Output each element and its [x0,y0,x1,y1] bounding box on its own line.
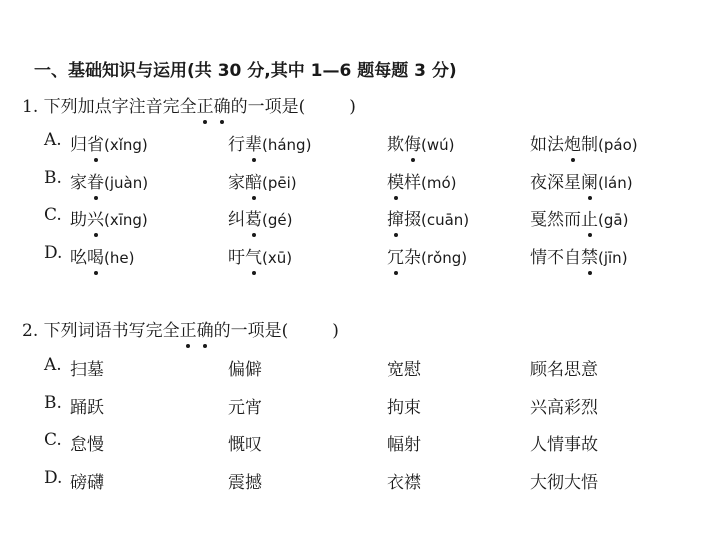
option-label: C. [44,430,62,450]
option-item: 撺掇(cuān) [387,205,469,230]
question-1-option-row [0,243,720,267]
option-item: 纠葛(gé) [228,205,292,230]
option-word: 衣襟 [387,473,421,493]
question-2-option-row [0,468,720,492]
option-item: 夜深星阑(lán) [530,168,633,193]
option-word: 大彻大悟 [530,473,598,493]
question-2-stem-text: 的一项是( [213,321,289,341]
question-1-option-row [0,168,720,192]
question-2-stem-text: 2. 下列词语书写完全 [22,321,180,341]
option-word: 兴高彩烈 [530,398,598,418]
option-item: 吆喝(he) [70,243,134,268]
option-item: 模样(mó) [387,168,457,193]
question-1-stem-text: 1. 下列加点字注音完全 [22,97,197,117]
question-2-option-row [0,393,720,417]
option-item: 行辈(háng) [228,130,311,155]
question-1-stem-dotted-char: 确 [214,92,231,117]
option-item: 家眷(juàn) [70,168,148,193]
question-2-stem-dotted-char: 确 [197,316,214,341]
option-item: 归省(xǐng) [70,130,148,155]
question-2-option-row [0,355,720,379]
option-item: 助兴(xīng) [70,205,148,230]
question-1-stem [22,92,356,117]
option-word: 宽慰 [387,360,421,380]
option-word: 踊跃 [70,398,104,418]
option-word: 震撼 [228,473,262,493]
option-item: 戛然而止(gā) [530,205,628,230]
option-word: 拘束 [387,398,421,418]
option-word: 磅礴 [70,473,104,493]
option-word: 偏僻 [228,360,262,380]
option-item: 情不自禁(jīn) [530,243,628,268]
option-item: 欺侮(wú) [387,130,454,155]
option-word: 幅射 [387,435,421,455]
option-word: 扫墓 [70,360,104,380]
option-label: D. [44,468,63,488]
option-label: B. [44,393,62,413]
option-item: 冗杂(rǒng) [387,243,467,268]
question-2-option-row [0,430,720,454]
question-2-stem [22,316,339,341]
option-label: C. [44,205,62,225]
section-title: 一、基础知识与运用(共 30 分,其中 1—6 题每题 3 分) [34,61,457,81]
question-1-option-row [0,130,720,154]
question-2-stem-dotted-char: 正 [180,316,197,341]
option-item: 吁气(xū) [228,243,292,268]
question-1-option-row [0,205,720,229]
option-label: D. [44,243,63,263]
option-item: 如法炮制(páo) [530,130,638,155]
question-1-stem-dotted-char: 正 [197,92,214,117]
option-word: 人情事故 [530,435,598,455]
option-label: A. [44,130,62,150]
question-1-stem-text: 的一项是( [230,97,306,117]
option-word: 怠慢 [70,435,104,455]
option-word: 顾名思意 [530,360,598,380]
option-word: 慨叹 [228,435,262,455]
option-label: A. [44,355,62,375]
option-item: 家醅(pēi) [228,168,297,193]
option-word: 元宵 [228,398,262,418]
question-1-stem-close: ) [349,97,356,117]
question-2-stem-close: ) [332,321,339,341]
option-label: B. [44,168,62,188]
